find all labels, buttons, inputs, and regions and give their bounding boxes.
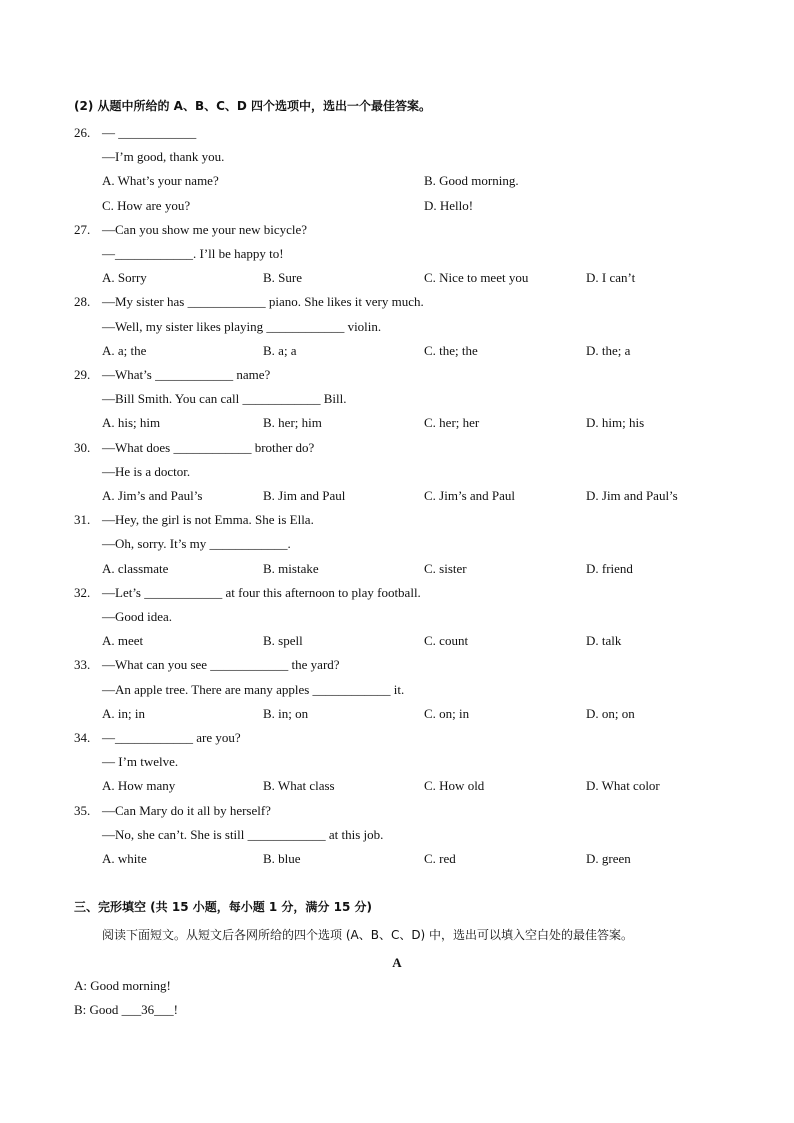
option-a: A. classmate xyxy=(102,560,169,576)
option-b: B. What class xyxy=(263,778,335,794)
question-prompt: — ____________ xyxy=(102,125,197,140)
option-c: C. Nice to meet you xyxy=(424,270,529,286)
question-response: —Well, my sister likes playing ____________ violin. xyxy=(102,318,382,334)
option-d: D. him; his xyxy=(586,415,645,431)
option-c: C. her; her xyxy=(424,415,480,431)
question-prompt: —What can you see ____________ the yard? xyxy=(102,657,340,673)
question-prompt: —What does ____________ brother do? xyxy=(102,439,315,455)
option-a: A. in; in xyxy=(102,705,145,721)
question-number: 30. xyxy=(74,439,91,455)
dialog-line-b: B: Good ___36___! xyxy=(74,1002,178,1017)
option-b: B. her; him xyxy=(263,415,322,431)
option-a: A. Jim’s and Paul’s xyxy=(102,488,203,503)
question-number: 27. xyxy=(74,221,91,237)
option-c: C. Jim’s and Paul xyxy=(424,488,516,503)
question-number: 31. xyxy=(74,512,91,528)
question-number: 29. xyxy=(74,367,91,382)
question-response: — I’m twelve. xyxy=(102,754,179,770)
option-d: D. I can’t xyxy=(586,270,636,286)
option-a: A. white xyxy=(102,851,147,866)
question-number: 33. xyxy=(74,657,91,673)
option-a: A. a; the xyxy=(102,342,147,358)
option-c: C. count xyxy=(424,633,469,649)
question-number: 35. xyxy=(74,802,91,818)
option-c: C. How old xyxy=(424,778,485,794)
question-response: —An apple tree. There are many apples ____________ it. xyxy=(102,681,405,697)
question-prompt: —Can you show me your new bicycle? xyxy=(102,221,308,237)
option-d: D. friend xyxy=(586,560,633,576)
question-response: —Bill Smith. You can call ____________ Bill. xyxy=(102,391,347,407)
question-prompt: —____________ are you? xyxy=(102,730,241,745)
question-prompt: —Let’s ____________ at four this afternoon to play football. xyxy=(102,584,421,600)
passage-label: A xyxy=(392,955,402,970)
option-b: B. mistake xyxy=(263,560,319,576)
section2-header: (2) 从题中所给的 A、B、C、D 四个选项中，选出一个最佳答案。 xyxy=(74,99,432,113)
question-response: —I’m good, thank you. xyxy=(102,149,225,165)
option-b: B. Good morning. xyxy=(424,173,519,189)
dialog-line-a: A: Good morning! xyxy=(74,978,171,993)
question-response: —Good idea. xyxy=(102,609,173,624)
option-c: C. on; in xyxy=(424,705,470,721)
question-prompt: —Hey, the girl is not Emma. She is Ella. xyxy=(102,512,314,528)
option-b: B. Jim and Paul xyxy=(263,488,346,503)
option-b: B. blue xyxy=(263,851,301,866)
option-a: A. How many xyxy=(102,778,176,794)
option-c: C. red xyxy=(424,851,456,866)
question-prompt: —What’s ____________ name? xyxy=(102,367,271,382)
option-a: A. his; him xyxy=(102,415,161,431)
option-c: C. How are you? xyxy=(102,197,191,213)
option-d: D. green xyxy=(586,851,631,866)
question-prompt: —My sister has ____________ piano. She likes it very much. xyxy=(102,294,424,310)
option-c: C. the; the xyxy=(424,342,478,358)
question-number: 26. xyxy=(74,125,91,140)
option-b: B. Sure xyxy=(263,270,302,286)
question-response: —____________. I’ll be happy to! xyxy=(102,246,284,261)
option-d: D. Hello! xyxy=(424,197,474,213)
option-a: A. Sorry xyxy=(102,270,147,286)
option-b: B. in; on xyxy=(263,705,309,721)
option-b: B. a; a xyxy=(263,342,297,358)
option-a: A. What’s your name? xyxy=(102,173,219,189)
section3-header: 三、完形填空 (共 15 小题，每小题 1 分，满分 15 分) xyxy=(74,900,372,914)
question-number: 32. xyxy=(74,584,91,600)
option-b: B. spell xyxy=(263,633,303,649)
question-prompt: —Can Mary do it all by herself? xyxy=(102,802,271,818)
option-d: D. Jim and Paul’s xyxy=(586,488,678,503)
option-d: D. talk xyxy=(586,633,622,649)
option-d: D. on; on xyxy=(586,705,635,721)
section3-instruction: 阅读下面短文。从短文后各网所给的四个选项 (A、B、C、D) 中，选出可以填入空白处的最佳答案。 xyxy=(102,928,634,942)
option-d: D. What color xyxy=(586,778,660,794)
question-response: —Oh, sorry. It’s my ____________. xyxy=(102,536,291,552)
option-a: A. meet xyxy=(102,633,144,649)
question-number: 28. xyxy=(74,294,91,310)
question-number: 34. xyxy=(74,730,91,745)
question-response: —No, she can’t. She is still ____________ at this job. xyxy=(102,826,384,842)
option-c: C. sister xyxy=(424,560,467,576)
option-d: D. the; a xyxy=(586,342,631,358)
question-response: —He is a doctor. xyxy=(102,463,191,479)
